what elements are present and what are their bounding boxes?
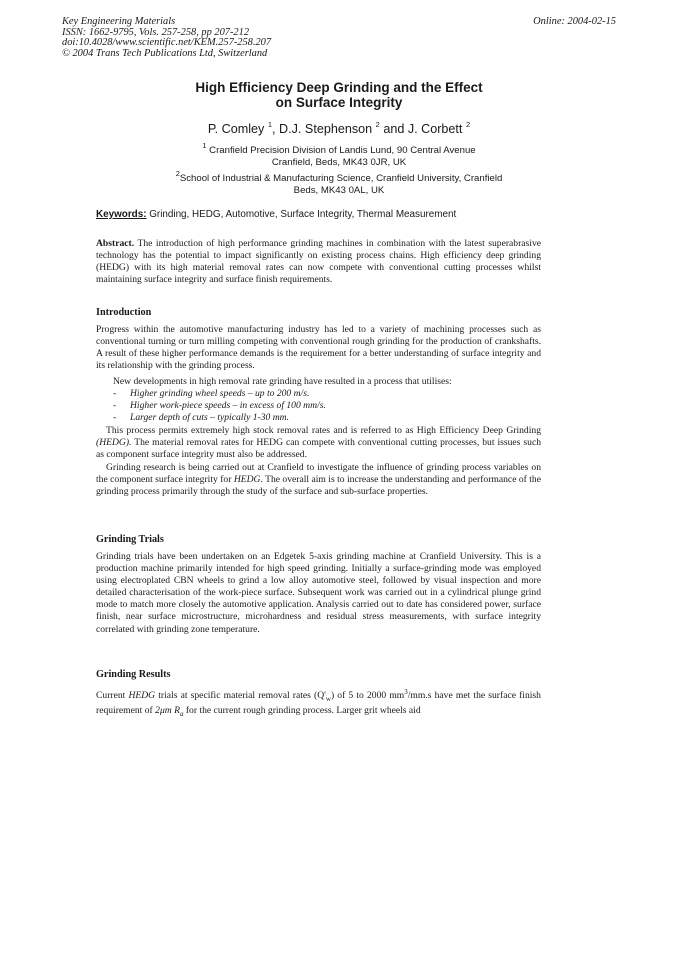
list-item: - Higher work-piece speeds – in excess of 100 mm/s. xyxy=(113,400,326,412)
author-list xyxy=(0,121,678,136)
author-2: , D.J. Stephenson xyxy=(272,122,373,137)
affiliation-2-mark: 2 xyxy=(175,169,180,178)
author-3: and J. Corbett xyxy=(379,122,463,137)
affiliation-1 xyxy=(0,141,678,169)
intro-paragraph-1: Progress within the automotive manufacturing industry has led to a variety of machining processes such as conventional turning or turn milling competing with conventional rough grinding for the production of crankshafts. A result of these higher performance demands is the requirement for a better understanding of surface integrity and its relationship with the grinding process. xyxy=(96,324,541,372)
abstract xyxy=(96,238,541,286)
grinding-trials-heading: Grinding Trials xyxy=(96,534,164,545)
journal-header xyxy=(62,17,271,59)
online-date: Online: 2004-02-15 xyxy=(533,16,616,27)
grinding-results-heading: Grinding Results xyxy=(96,669,171,680)
list-item: - Larger depth of cuts – typically 1-30 mm. xyxy=(113,412,289,424)
journal-name: Key Engineering Materials xyxy=(62,16,176,27)
affiliation-1-mark: 1 xyxy=(202,141,207,150)
intro-paragraph-3: This process permits extremely high stock removal rates and is referred to as High Efficiency Deep Grinding (HEDG). The material removal rates for HEDG can compete with conventional cutting processes, but issues such as component surface integrity must also be addressed. xyxy=(96,425,541,461)
doi-link[interactable]: doi:10.4028/www.scientific.net/KEM.257-258.207 xyxy=(62,37,272,49)
paper-title xyxy=(0,80,678,110)
affiliation-1-line-1: Cranfield Precision Division of Landis Lund, 90 Central Avenue xyxy=(209,145,476,157)
keywords xyxy=(96,209,456,220)
title-line-1: High Efficiency Deep Grinding and the Effect xyxy=(195,80,483,95)
author-2-affiliation-mark: 2 xyxy=(375,120,380,129)
grinding-results-paragraph: Current HEDG trials at specific material removal rates $(Q'_w)$ of 5 to 2000 $mm^3/mm.s$ have met the surface finish requirement of 2μm $R_a$ for the current rough grinding process. Larger grit wheels aid xyxy=(96,688,541,719)
intro-list xyxy=(113,388,326,424)
abstract-label: Abstract. xyxy=(96,238,135,249)
affiliation-1-line-2: Cranfield, Beds, MK43 0JR, UK xyxy=(271,156,407,168)
affiliation-2 xyxy=(0,169,678,197)
affiliation-2-line-1: School of Industrial & Manufacturing Science, Cranfield University, Cranfield xyxy=(179,173,503,185)
keywords-label: Keywords: xyxy=(96,209,147,220)
author-1-affiliation-mark: 1 xyxy=(267,120,273,129)
author-3-affiliation-mark: 2 xyxy=(465,120,471,129)
title-line-2: on Surface Integrity xyxy=(275,95,403,110)
grinding-trials-paragraph: Grinding trials have been undertaken on an Edgetek 5-axis grinding machine at Cranfield University. This is a production machine primarily intended for high speed grinding. Initially a surface-grinding mode was employed using electroplated CBN wheels to grind a low alloy automotive steel, followed by visual inspection and more detailed characterisation of the work-piece surface. Subsequent work was carried out in a cylindrical plunge grind mode to match more closely the automotive application. Analysis carried out to date has considered power, surface finish, near surface microstructure, microhardness and residual stress measurements, with surface integrity correlated with grinding zone temperature. xyxy=(96,551,541,635)
list-item: - Higher grinding wheel speeds – up to 200 m/s. xyxy=(113,388,310,399)
copyright-line: © 2004 Trans Tech Publications Ltd, Switzerland xyxy=(62,47,268,59)
affiliation-2-line-2: Beds, MK43 0AL, UK xyxy=(293,184,385,196)
keywords-list: Grinding, HEDG, Automotive, Surface Integrity, Thermal Measurement xyxy=(146,209,457,220)
intro-paragraph-2: New developments in high removal rate grinding have resulted in a process that utilises: xyxy=(113,376,452,387)
introduction-heading: Introduction xyxy=(96,307,152,318)
author-1: P. Comley xyxy=(207,122,265,137)
intro-paragraph-4: Grinding research is being carried out at Cranfield to investigate the influence of grinding process variables on the component surface integrity for HEDG. The overall aim is to increase the understanding and performance of the grinding process primarily through the study of the surface and sub-surface properties. xyxy=(96,462,541,498)
issn-line: ISSN: 1662-9795, Vols. 257-258, pp 207-212 xyxy=(62,26,250,38)
abstract-text: The introduction of high performance grinding machines in combination with the latest superabrasive technology has the potential to impact significantly on existing process chains. High efficiency deep grinding (HEDG) with its high material removal rates can now compete with conventional cutting processes whilst maintaining surface integrity and surface finish requirements. xyxy=(96,238,541,286)
